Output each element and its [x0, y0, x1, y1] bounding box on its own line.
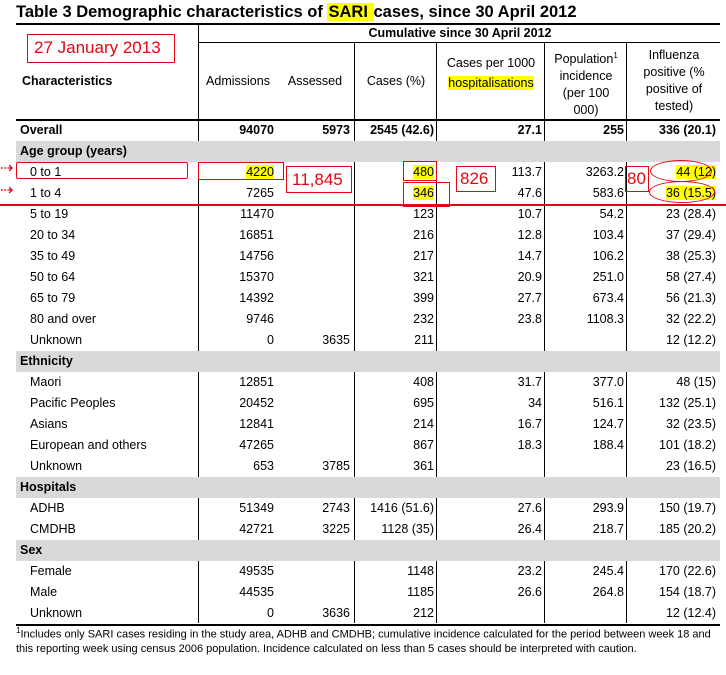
header-cumulative: Cumulative since 30 April 2012	[368, 26, 552, 40]
table-cell-flu: 36 (15.5)	[665, 186, 716, 200]
table-cell-flu: 132 (25.1)	[659, 396, 716, 410]
table-cell-per1000: 27.6	[517, 501, 542, 515]
section-band	[16, 351, 720, 372]
table-cell-pop: 103.4	[592, 228, 624, 242]
table-cell-cases: 867	[413, 438, 434, 452]
header-population-incidence	[546, 47, 626, 119]
table-cell-per1000: 14.7	[517, 249, 542, 263]
table-cell-pop: 218.7	[592, 522, 624, 536]
table-cell-cases: 346	[413, 186, 434, 200]
table-cell-cases: 212	[413, 606, 434, 620]
table-cell-cases: 214	[413, 417, 434, 431]
table-cell-cases: 361	[413, 459, 434, 473]
flu-line-4: tested)	[654, 99, 694, 113]
header-influenza	[628, 47, 720, 115]
pop-line-2: incidence	[559, 69, 613, 84]
table-cell-admissions: 12851	[239, 375, 274, 389]
row-label: ADHB	[30, 501, 65, 515]
row-label: 65 to 79	[30, 291, 76, 305]
flu-line-1: Influenza	[648, 48, 700, 62]
row-label: Unknown	[30, 459, 83, 473]
column-divider	[354, 42, 355, 623]
pop-line-4: 000)	[573, 103, 599, 118]
table-cell-cases: 1128 (35)	[381, 522, 434, 536]
table-cell-pop: 188.4	[592, 438, 624, 452]
admissions-sum: 11,845	[292, 170, 343, 189]
row-label: 20 to 34	[30, 228, 76, 242]
row-label: Pacific Peoples	[30, 396, 116, 410]
table-cell-flu: 154 (18.7)	[659, 585, 716, 599]
pop-line-1: Population	[554, 52, 614, 67]
table-cell-admissions: 14392	[239, 291, 274, 305]
pop-line-3: (per 100	[562, 86, 610, 101]
date-annotation: 27 January 2013	[34, 38, 161, 57]
table-cell-pop: 255	[603, 123, 624, 137]
flu-0to1-ellipse	[650, 160, 712, 182]
row-label: Unknown	[30, 606, 83, 620]
table-cell-admissions: 51349	[239, 501, 274, 515]
row-label: 5 to 19	[30, 207, 69, 221]
table-cell-admissions: 0	[267, 606, 274, 620]
footnote-mark: 1	[16, 626, 21, 635]
table-cell-admissions: 94070	[239, 123, 274, 137]
table-cell-admissions: 0	[267, 333, 274, 347]
title-prefix: Table 3 Demographic characteristics of	[16, 3, 328, 21]
section-band	[16, 540, 720, 561]
title-suffix: cases, since 30 April 2012	[373, 3, 577, 21]
row-label: Female	[30, 564, 72, 578]
table-cell-flu: 56 (21.3)	[665, 291, 716, 305]
table-cell-per1000: 16.7	[517, 417, 542, 431]
row-label: Overall	[20, 123, 63, 137]
table-cell-per1000: 20.9	[517, 270, 542, 284]
table-cell-per1000: 18.3	[517, 438, 542, 452]
table-cell-assessed: 3225	[322, 522, 350, 536]
table-cell-cases: 321	[413, 270, 434, 284]
table-cell-cases: 232	[413, 312, 434, 326]
label-0to1-box	[16, 162, 188, 179]
header-admissions: Admissions	[206, 74, 270, 88]
table-cell-flu: 336 (20.1)	[659, 123, 716, 137]
table-cell-admissions: 42721	[239, 522, 274, 536]
cases-0to1-box	[403, 161, 437, 181]
admissions-sum-box	[286, 166, 352, 193]
table-cell-pop: 293.9	[592, 501, 624, 515]
table-cell-cases: 217	[413, 249, 434, 263]
table-cell-admissions: 16851	[239, 228, 274, 242]
table-cell-cases: 123	[413, 207, 434, 221]
table-cell-per1000: 12.8	[517, 228, 542, 242]
table-cell-cases: 216	[413, 228, 434, 242]
table-cell-pop: 251.0	[592, 270, 624, 284]
cases-sum-box	[456, 166, 496, 192]
table-cell-cases: 1416 (51.6)	[370, 501, 434, 515]
table-cell-flu: 23 (16.5)	[665, 459, 716, 473]
table-cell-per1000: 26.6	[517, 585, 542, 599]
header-cases-per-1000-label: Cases per 1000	[446, 56, 536, 70]
table-cell-pop: 124.7	[592, 417, 624, 431]
admissions-0to1-box	[198, 162, 284, 180]
table-cell-per1000: 113.7	[511, 165, 542, 179]
table-cell-admissions: 11470	[240, 207, 274, 221]
row-label: Asians	[30, 417, 68, 431]
footnote-text: Includes only SARI cases residing in the study area, ADHB and CMDHB; cumulative incidence calculated for the period between week 18 and this reporting week using census 2006 population. Incidence calculated on less than 5 cases should be interpreted with caution.	[16, 628, 711, 655]
table-cell-admissions: 49535	[239, 564, 274, 578]
table-cell-flu: 37 (29.4)	[665, 228, 716, 242]
table-cell-assessed: 3636	[322, 606, 350, 620]
table-cell-per1000: 23.8	[517, 312, 542, 326]
table-cell-flu: 38 (25.3)	[665, 249, 716, 263]
table-cell-admissions: 44535	[239, 585, 274, 599]
flu-line-3: positive of	[645, 82, 703, 96]
table-cell-cases: 399	[413, 291, 434, 305]
section-band	[16, 477, 720, 498]
header-cases-per-1000	[438, 55, 544, 91]
table-cell-pop: 583.6	[592, 186, 624, 200]
footnote	[16, 624, 716, 656]
table-cell-per1000: 34	[528, 396, 542, 410]
flu-1to4-ellipse	[649, 181, 715, 203]
table-cell-per1000: 26.4	[517, 522, 542, 536]
table-cell-assessed: 2743	[322, 501, 350, 515]
header-hospitalisations	[438, 75, 544, 91]
table-cell-cases: 1148	[407, 564, 434, 578]
section-label: Ethnicity	[20, 354, 73, 368]
table-cell-assessed: 3785	[322, 459, 350, 473]
column-divider	[544, 42, 545, 623]
row-label: 50 to 64	[30, 270, 76, 284]
table-cell-admissions: 7265	[246, 186, 274, 200]
header-characteristics: Characteristics	[22, 74, 113, 88]
table-cell-pop: 106.2	[592, 249, 624, 263]
flu-line-2: positive (%	[643, 65, 705, 79]
row-label: Male	[30, 585, 58, 599]
table-cell-admissions: 4220	[246, 165, 274, 179]
table-cell-per1000: 27.7	[517, 291, 542, 305]
red-underline	[0, 204, 726, 206]
section-label: Age group (years)	[20, 144, 127, 158]
table-cell-per1000: 47.6	[517, 186, 542, 200]
table-cell-flu: 150 (19.7)	[659, 501, 716, 515]
date-annotation-box	[27, 34, 175, 63]
table-cell-cases: 1185	[407, 585, 434, 599]
header-cases-pct: Cases (%)	[366, 74, 426, 88]
section-label: Hospitals	[20, 480, 77, 494]
section-label: Sex	[20, 543, 43, 557]
table-cell-admissions: 9746	[246, 312, 274, 326]
row-label: Unknown	[30, 333, 83, 347]
arrow-1to4-icon: ⇢	[0, 182, 14, 199]
table-cell-flu: 12 (12.4)	[665, 606, 716, 620]
table-cell-per1000: 27.1	[517, 123, 542, 137]
table-cell-per1000: 10.7	[517, 207, 542, 221]
table-cell-admissions: 14756	[239, 249, 274, 263]
table-cell-pop: 54.2	[599, 207, 624, 221]
title-highlight: SARI	[328, 3, 373, 21]
table-cell-per1000: 23.2	[517, 564, 542, 578]
table-cell-cases: 695	[413, 396, 434, 410]
row-label: CMDHB	[30, 522, 76, 536]
hospitalisations-highlight: hospitalisations	[448, 76, 534, 90]
table-cell-pop: 3263.2	[585, 165, 624, 179]
row-label: 35 to 49	[30, 249, 76, 263]
table-cell-flu: 170 (22.6)	[659, 564, 716, 578]
table-cell-flu: 48 (15)	[676, 375, 716, 389]
column-divider	[626, 42, 627, 623]
table-cell-assessed: 5973	[322, 123, 350, 137]
table-cell-cases: 2545 (42.6)	[370, 123, 434, 137]
row-label: Maori	[30, 375, 62, 389]
row-label: 80 and over	[30, 312, 97, 326]
table-cell-flu: 44 (12)	[676, 165, 716, 179]
table-cell-flu: 12 (12.2)	[665, 333, 716, 347]
footnote-mark-header: 1	[613, 51, 618, 60]
arrow-0to1-icon: ⇢	[0, 160, 14, 177]
table-cell-flu: 32 (22.2)	[665, 312, 716, 326]
table-cell-assessed: 3635	[322, 333, 350, 347]
table-cell-flu: 185 (20.2)	[659, 522, 716, 536]
column-divider	[436, 42, 437, 623]
flu-sum: 80	[627, 169, 646, 188]
table-cell-pop: 264.8	[592, 585, 624, 599]
table-cell-flu: 23 (28.4)	[665, 207, 716, 221]
table-cell-pop: 245.4	[592, 564, 624, 578]
row-label: European and others	[30, 438, 147, 452]
table-cell-cases: 211	[414, 333, 434, 347]
row-label: 1 to 4	[30, 186, 62, 200]
row-label: 0 to 1	[30, 165, 62, 179]
table-cell-pop: 673.4	[592, 291, 624, 305]
flu-sum-box	[625, 166, 649, 192]
table-cell-pop: 377.0	[592, 375, 624, 389]
table-title	[16, 3, 577, 22]
table-cell-admissions: 12841	[239, 417, 274, 431]
table-cell-admissions: 653	[253, 459, 274, 473]
table-cell-pop: 1108.3	[586, 312, 624, 326]
table-cell-pop: 516.1	[592, 396, 624, 410]
table-cell-flu: 101 (18.2)	[659, 438, 716, 452]
table-cell-admissions: 15370	[239, 270, 274, 284]
table-cell-flu: 58 (27.4)	[665, 270, 716, 284]
table-cell-admissions: 47265	[239, 438, 274, 452]
header-assessed: Assessed	[287, 74, 343, 88]
cases-sum: 826	[460, 169, 489, 188]
table-cell-cases: 480	[413, 165, 434, 179]
table-cell-cases: 408	[413, 375, 434, 389]
table-cell-per1000: 31.7	[517, 375, 542, 389]
table-cell-flu: 32 (23.5)	[665, 417, 716, 431]
table-cell-admissions: 20452	[239, 396, 274, 410]
